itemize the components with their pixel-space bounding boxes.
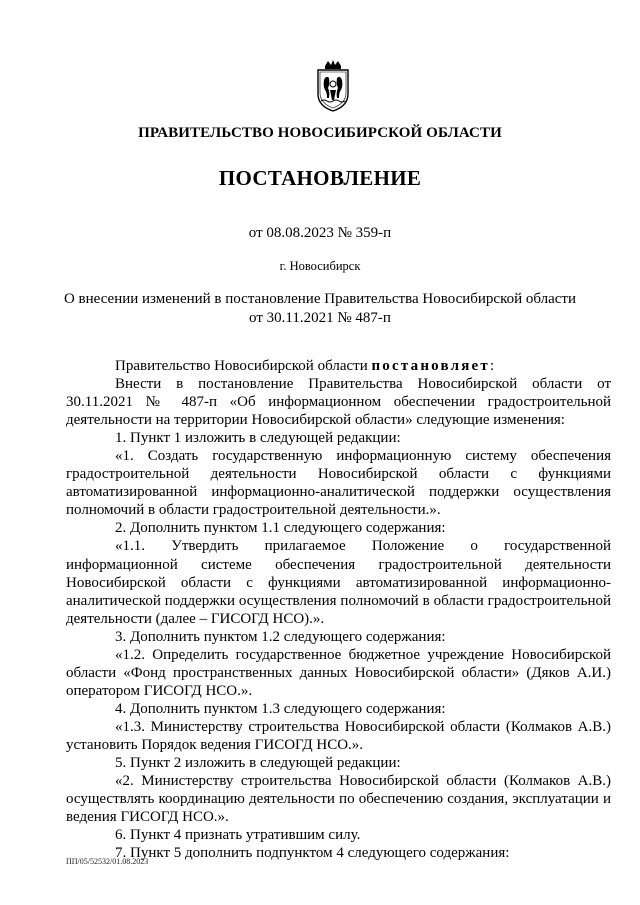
body-paragraph: 5. Пункт 2 изложить в следующей редакции:: [115, 755, 401, 772]
body-paragraph: «1. Создать государственную информационную систему обеспечения градостроительной деятельности Новосибирской области с функциями автоматизированной информационно-аналитической поддержки осуществления полномочий в области градостроительной деятельности.».: [66, 448, 611, 519]
document-body: [66, 357, 611, 862]
body-paragraph: 2. Дополнить пунктом 1.1 следующего содержания:: [115, 520, 446, 537]
body-paragraph: 3. Дополнить пунктом 1.2 следующего содержания:: [115, 628, 446, 645]
body-paragraph: 1. Пункт 1 изложить в следующей редакции:: [115, 430, 401, 447]
body-paragraph: «1.2. Определить государственное бюджетное учреждение Новосибирской области «Фонд пространственных данных Новосибирской области» (Дяков А.И.) оператором ГИСОГД НСО.».: [66, 646, 611, 699]
document-type: ПОСТАНОВЛЕНИЕ: [218, 166, 422, 190]
body-paragraph: «1.3. Министерству строительства Новосибирской области (Колмаков А.В.) установить Порядок ведения ГИСОГД НСО.».: [66, 718, 611, 753]
intro-resolve-word: постановляет: [371, 358, 490, 374]
body-paragraph: 7. Пункт 5 дополнить подпунктом 4 следующего содержания:: [115, 845, 510, 862]
document-subject: [60, 290, 580, 328]
place-of-issue: г. Новосибирск: [279, 259, 361, 273]
body-paragraph: Внести в постановление Правительства Новосибирской области от 30.11.2021 № 487-п «Об информационном обеспечении градостроительной деятельности на территории Новосибирской области» следующие изменения:: [66, 376, 611, 429]
organization-name: ПРАВИТЕЛЬСТВО НОВОСИБИРСКОЙ ОБЛАСТИ: [138, 125, 502, 141]
subject-line-2: от 30.11.2021 № 487-п: [249, 310, 391, 326]
intro-paragraph: [66, 357, 611, 375]
body-paragraph: 4. Дополнить пунктом 1.3 следующего содержания:: [115, 700, 446, 717]
body-paragraph: 6. Пункт 4 признать утратившим силу.: [115, 827, 361, 844]
body-paragraph: «1.1. Утвердить прилагаемое Положение о государственной информационной системе обеспечения градостроительной деятельности Новосибирской области с функциями автоматизированной информационно-аналитической поддержки осуществления полномочий в области градостроительной деятельности (далее – ГИСОГД НСО).».: [66, 538, 611, 627]
date-and-number: от 08.08.2023 № 359-п: [248, 225, 392, 241]
document-registration-code: ПП/05/52532/01.08.2023: [66, 857, 149, 866]
novosibirsk-coat-of-arms-icon: [315, 60, 351, 112]
intro-suffix: :: [489, 358, 495, 374]
intro-prefix: Правительство Новосибирской области: [115, 358, 372, 374]
subject-line-1: О внесении изменений в постановление Правительства Новосибирской области: [63, 291, 577, 307]
body-paragraph: «2. Министерству строительства Новосибирской области (Колмаков А.В.) осуществлять координацию деятельности по обеспечению создания, эксплуатации и ведения ГИСОГД НСО.».: [66, 773, 611, 826]
